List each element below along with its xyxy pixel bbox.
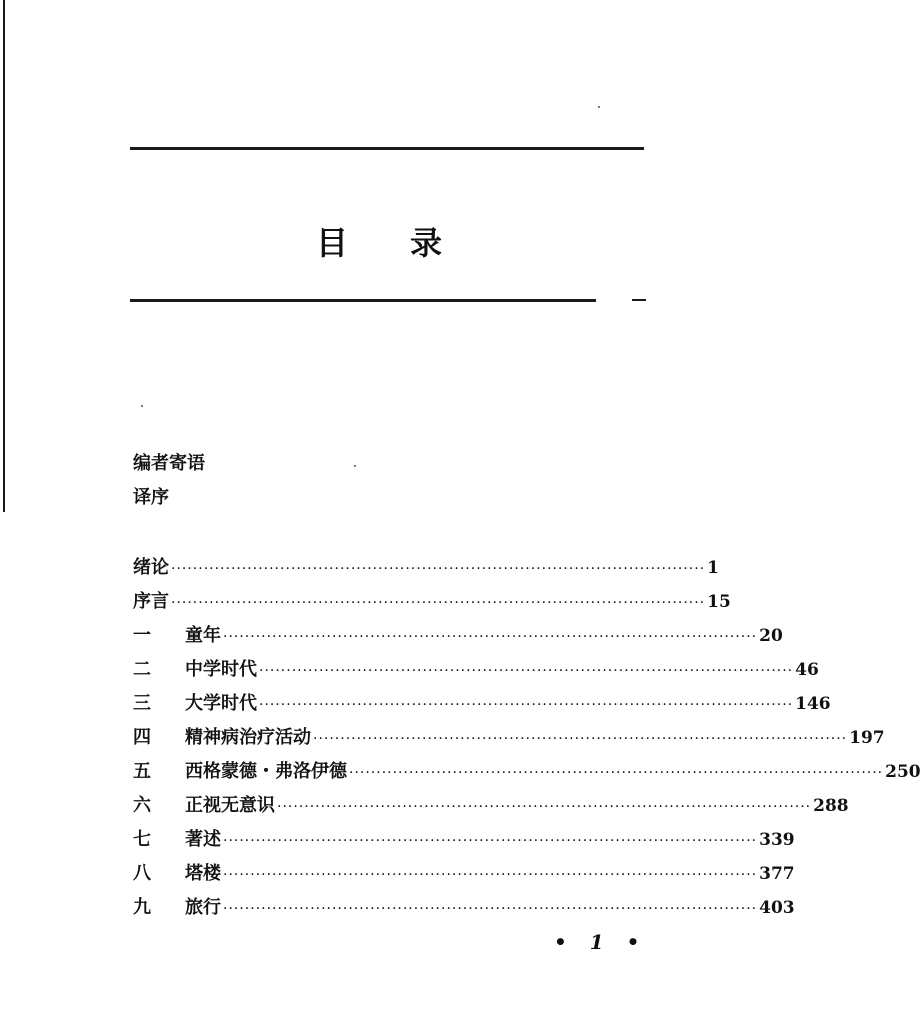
page-edge-line [3, 0, 5, 512]
toc-leader-dots: ·································································································· [171, 595, 706, 611]
toc-entry[interactable] [133, 687, 831, 721]
toc-entry-title: 旅行 [185, 897, 221, 918]
toc-entry[interactable] [133, 619, 783, 653]
toc-entry-title: 正视无意识 [185, 795, 275, 816]
toc-entry-page: 197 [849, 728, 885, 748]
toc-entry-page: 15 [707, 592, 731, 612]
toc-leader-dots: ·································································································· [171, 561, 706, 577]
toc-entry-title: 绪论 [133, 557, 169, 578]
toc-entry[interactable] [133, 653, 819, 687]
toc-leader-dots: ·································································································· [313, 731, 848, 747]
toc-entry-title: 中学时代 [185, 659, 257, 680]
front-matter-editor-note[interactable]: 编者寄语 [133, 453, 205, 474]
table-of-contents [133, 551, 921, 925]
toc-entry-number: 七 [133, 829, 151, 850]
toc-leader-dots: ·································································································· [223, 629, 758, 645]
toc-entry[interactable] [133, 891, 795, 925]
toc-entry-title: 序言 [133, 591, 169, 612]
toc-entry-title: 大学时代 [185, 693, 257, 714]
toc-entry-page: 339 [759, 830, 795, 850]
toc-entry-page: 20 [759, 626, 783, 646]
toc-entry-number: 一 [133, 625, 151, 646]
toc-leader-dots: ·································································································· [223, 901, 758, 917]
toc-entry[interactable] [133, 823, 795, 857]
toc-entry[interactable] [133, 585, 731, 619]
bottom-rule [130, 299, 596, 302]
toc-leader-dots: ·································································································· [277, 799, 812, 815]
toc-entry-title: 西格蒙德・弗洛伊德 [185, 761, 347, 782]
toc-entry[interactable] [133, 551, 719, 585]
toc-entry-page: 146 [795, 694, 831, 714]
toc-entry-page: 403 [759, 898, 795, 918]
toc-entry-number: 三 [133, 693, 151, 714]
toc-entry[interactable] [133, 789, 849, 823]
toc-entry-page: 288 [813, 796, 849, 816]
toc-entry-number: 二 [133, 659, 151, 680]
scan-speck [354, 465, 356, 467]
toc-entry-page: 46 [795, 660, 819, 680]
title-char-1: 目 [316, 224, 349, 262]
toc-entry-number: 九 [133, 897, 151, 918]
toc-entry-number: 五 [133, 761, 151, 782]
toc-leader-dots: ·································································································· [259, 697, 794, 713]
toc-entry[interactable] [133, 755, 921, 789]
toc-entry-title: 精神病治疗活动 [185, 727, 311, 748]
toc-entry-number: 六 [133, 795, 151, 816]
page-number: • 1 • [554, 930, 648, 954]
page-title [316, 218, 442, 264]
top-rule [130, 147, 644, 150]
scan-speck [141, 405, 143, 407]
toc-entry-number: 八 [133, 863, 151, 884]
toc-entry-page: 377 [759, 864, 795, 884]
front-matter-translator-preface[interactable]: 译序 [133, 487, 169, 508]
toc-entry-title: 塔楼 [185, 863, 221, 884]
toc-entry[interactable] [133, 857, 795, 891]
title-char-2: 录 [410, 224, 443, 262]
toc-entry[interactable] [133, 721, 885, 755]
bottom-rule-dash [632, 299, 646, 301]
toc-leader-dots: ·································································································· [349, 765, 884, 781]
toc-leader-dots: ·································································································· [223, 833, 758, 849]
toc-entry-page: 1 [707, 558, 719, 578]
toc-entry-title: 童年 [185, 625, 221, 646]
scan-speck [598, 106, 600, 108]
toc-entry-page: 250 [885, 762, 921, 782]
toc-leader-dots: ·································································································· [259, 663, 794, 679]
toc-entry-number: 四 [133, 727, 151, 748]
toc-leader-dots: ·································································································· [223, 867, 758, 883]
toc-entry-title: 著述 [185, 829, 221, 850]
